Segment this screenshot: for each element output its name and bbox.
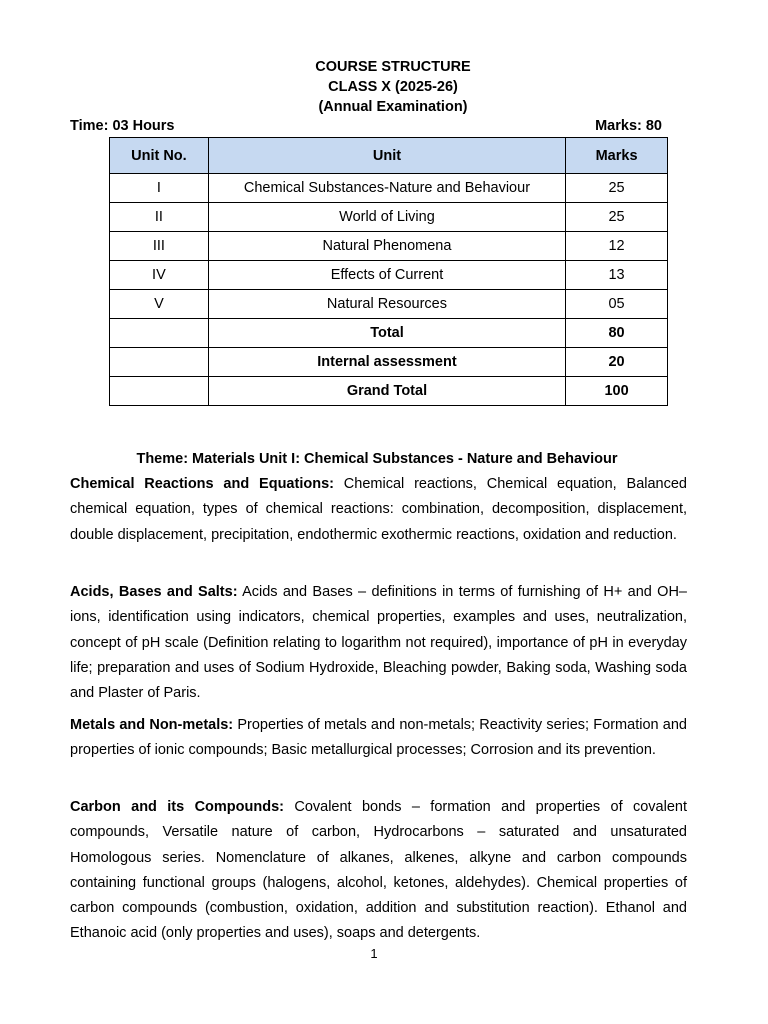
unit-number: III bbox=[110, 232, 209, 261]
grand-total-row bbox=[110, 377, 668, 406]
section-carbon-compounds bbox=[70, 795, 687, 947]
theme-heading: Theme: Materials Unit I: Chemical Substances - Nature and Behaviour bbox=[136, 451, 618, 467]
section-text: Chemical reactions, Chemical equation, Balanced chemical equation, types of chemical reactions: combination, decomposition, displacement, double displacement, precipitation, endothermic exothermic reactions, oxidation and reduction. bbox=[70, 476, 687, 543]
exam-time: Time: 03 Hours bbox=[70, 118, 175, 134]
unit-name: Chemical Substances-Nature and Behaviour bbox=[208, 174, 565, 203]
section-heading: Carbon and its Compounds: bbox=[70, 799, 284, 815]
section-heading: Metals and Non-metals: bbox=[70, 717, 234, 733]
table-row bbox=[110, 232, 668, 261]
empty-cell bbox=[110, 319, 209, 348]
unit-name: World of Living bbox=[208, 203, 565, 232]
unit-number: I bbox=[110, 174, 209, 203]
section-text: Properties of metals and non-metals; Reactivity series; Formation and properties of ionic compounds; Basic metallurgical processes; Corrosion and its prevention. bbox=[70, 717, 687, 759]
unit-marks: 25 bbox=[566, 174, 668, 203]
internal-assessment-label: Internal assessment bbox=[208, 348, 565, 377]
section-metals-non-metals bbox=[70, 713, 687, 764]
unit-number: II bbox=[110, 203, 209, 232]
empty-cell bbox=[110, 348, 209, 377]
section-heading: Chemical Reactions and Equations: bbox=[70, 476, 334, 492]
section-text: Acids and Bases – definitions in terms of furnishing of H+ and OH– ions, identification using indicators, chemical properties, examples and uses, neutralization, concept of pH scale (Definition relating to logarithm not required), importance of pH in everyday life; preparation and uses of Sodium Hydroxide, Bleaching powder, Baking soda, Washing soda and Plaster of Paris. bbox=[70, 584, 687, 702]
table-header-row bbox=[110, 138, 668, 174]
unit-number: V bbox=[110, 290, 209, 319]
unit-name: Natural Phenomena bbox=[208, 232, 565, 261]
table-row bbox=[110, 261, 668, 290]
unit-name: Effects of Current bbox=[208, 261, 565, 290]
marks-distribution-table bbox=[109, 137, 668, 406]
section-chemical-reactions bbox=[70, 472, 687, 548]
unit-number: IV bbox=[110, 261, 209, 290]
grand-total-value: 100 bbox=[566, 377, 668, 406]
title-exam-type: (Annual Examination) bbox=[318, 99, 468, 115]
column-header-unit: Unit bbox=[208, 138, 565, 174]
table-row bbox=[110, 290, 668, 319]
total-row bbox=[110, 319, 668, 348]
exam-marks: Marks: 80 bbox=[595, 118, 662, 134]
table-row bbox=[110, 203, 668, 232]
total-label: Total bbox=[208, 319, 565, 348]
grand-total-label: Grand Total bbox=[208, 377, 565, 406]
table-row bbox=[110, 174, 668, 203]
empty-cell bbox=[110, 377, 209, 406]
unit-name: Natural Resources bbox=[208, 290, 565, 319]
column-header-unit-no: Unit No. bbox=[110, 138, 209, 174]
internal-assessment-row bbox=[110, 348, 668, 377]
section-heading: Acids, Bases and Salts: bbox=[70, 584, 238, 600]
page-number: 1 bbox=[370, 946, 378, 961]
unit-marks: 05 bbox=[566, 290, 668, 319]
section-acids-bases-salts bbox=[70, 580, 687, 706]
internal-assessment-value: 20 bbox=[566, 348, 668, 377]
title-course-structure: COURSE STRUCTURE bbox=[315, 59, 471, 75]
unit-marks: 12 bbox=[566, 232, 668, 261]
title-class: CLASS X (2025-26) bbox=[328, 79, 458, 95]
column-header-marks: Marks bbox=[566, 138, 668, 174]
total-value: 80 bbox=[566, 319, 668, 348]
unit-marks: 13 bbox=[566, 261, 668, 290]
unit-marks: 25 bbox=[566, 203, 668, 232]
section-text: Covalent bonds – formation and properties of covalent compounds, Versatile nature of carbon, Hydrocarbons – saturated and unsaturated Homologous series. Nomenclature of alkanes, alkenes, alkyne and carbon compounds containing functional groups (halogens, alcohol, ketones, aldehydes). Chemical properties of carbon compounds (combustion, oxidation, addition and substitution reaction). Ethanol and Ethanoic acid (only properties and uses), soaps and detergents. bbox=[70, 799, 687, 942]
